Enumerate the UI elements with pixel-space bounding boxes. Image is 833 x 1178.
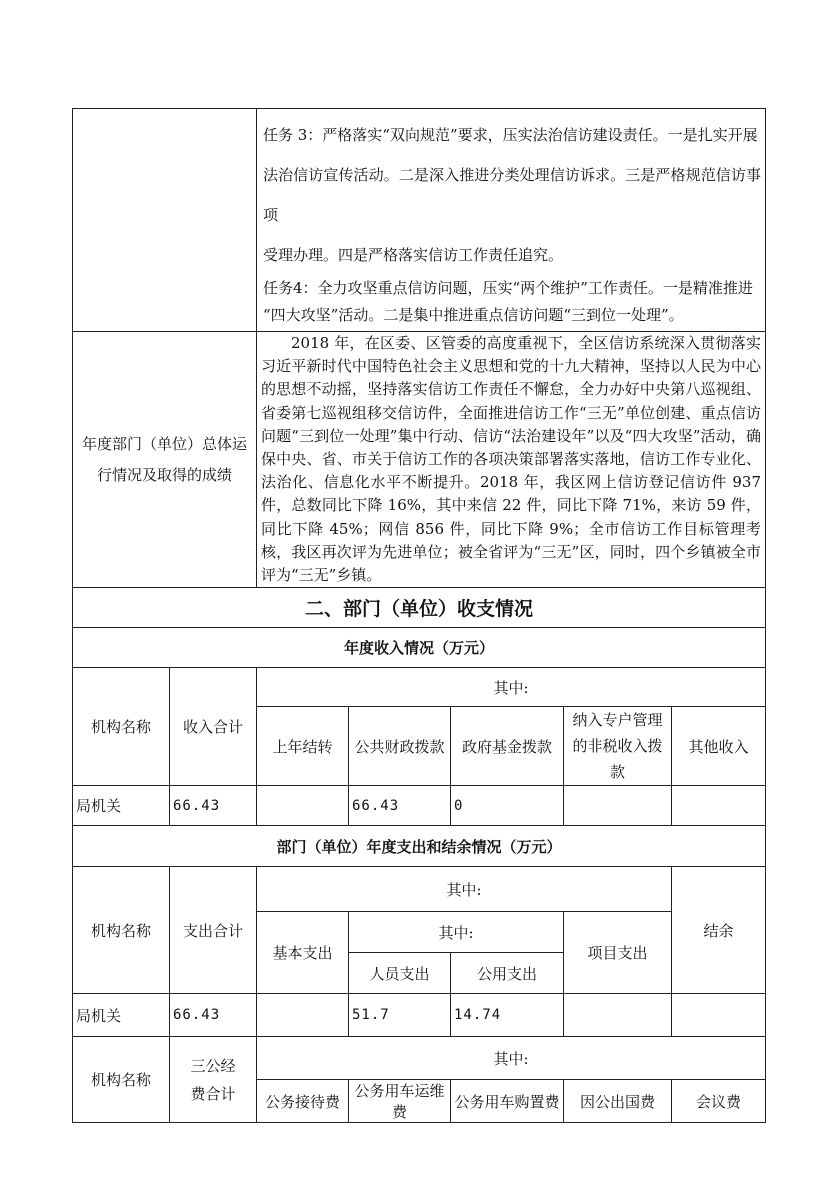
three-public-col-vehicle-ops: 公务用车运维费 — [349, 1080, 451, 1123]
expense-col-org: 机构名称 — [73, 867, 170, 994]
income-header-row-1 — [73, 668, 766, 707]
three-public-header-row-1 — [73, 1037, 766, 1080]
expense-row-total: 66.43 — [170, 994, 257, 1037]
income-row-org: 局机关 — [73, 786, 170, 826]
three-public-col-reception: 公务接待费 — [257, 1080, 349, 1123]
expense-col-among2: 其中: — [349, 912, 564, 953]
income-col-total: 收入合计 — [170, 668, 257, 786]
expense-data-row — [73, 994, 766, 1037]
income-title-row — [73, 628, 766, 668]
income-row-total: 66.43 — [170, 786, 257, 826]
income-col-gov-fund: 政府基金拨款 — [451, 707, 564, 786]
task3-line1: 任务 3：严格落实“双向规范”要求，压实法治信访建设责任。一是扎实开展 — [263, 126, 758, 144]
three-public-col-total: 三公经费合计 — [170, 1037, 257, 1123]
summary-label: 年度部门（单位）总体运行情况及取得的成绩 — [73, 332, 257, 588]
tasks-row — [73, 109, 766, 332]
three-public-col-overseas: 因公出国费 — [564, 1080, 672, 1123]
income-row-gov-fund: 0 — [451, 786, 564, 826]
expense-header-row-1 — [73, 867, 766, 912]
three-public-col-among: 其中: — [257, 1037, 766, 1080]
tasks-label-cell — [73, 109, 257, 332]
section-title: 二、部门（单位）收支情况 — [73, 588, 766, 628]
expense-col-total: 支出合计 — [170, 867, 257, 994]
tasks-cell — [257, 109, 766, 332]
expense-row-org: 局机关 — [73, 994, 170, 1037]
income-data-row — [73, 786, 766, 826]
expense-col-basic: 基本支出 — [257, 912, 349, 994]
summary-text: 2018 年，在区委、区管委的高度重视下，全区信访系统深入贯彻落实习近平新时代中国特色社会主义思想和党的十九大精神，坚持以人民为中心的思想不动摇，坚持落实信访工作责任不懈怠，全力办好中央第八巡视组、省委第七巡视组移交信访件，全面推进信访工作“三无”单位创建、重点信访问题“三到位一处理”集中行动、信访“法治建设年”以及“四大攻坚”活动，确保中央、省、市关于信访工作的各项决策部署落实落地，信访工作专业化、法治化、信息化水平不断提升。2018 年，我区网上信访登记信访件 937 件，总数同比下降 16%，其中来信 22 件，同比下降 71%，来访 59 件，同比下降 45%；网信 856 件，同比下降 9%；全市信访工作目标管理考核，我区再次评为先进单位；被全省评为“三无”区，同时，四个乡镇被全市评为“三无”乡镇。 — [257, 332, 766, 588]
expense-row-basic — [257, 994, 349, 1037]
expense-col-among: 其中: — [257, 867, 672, 912]
expense-row-personnel: 51.7 — [349, 994, 451, 1037]
income-row-other — [672, 786, 766, 826]
task3-line2: 法治信访宣传活动。二是深入推进分类处理信访诉求。三是严格规范信访事项 — [263, 166, 761, 224]
income-col-org: 机构名称 — [73, 668, 170, 786]
budget-table — [72, 108, 766, 1123]
expense-col-balance: 结余 — [672, 867, 766, 994]
expense-col-public: 公用支出 — [451, 953, 564, 994]
expense-title-row — [73, 826, 766, 867]
expense-col-project: 项目支出 — [564, 912, 672, 994]
three-public-col-vehicle-purchase: 公务用车购置费 — [451, 1080, 564, 1123]
three-public-col-org: 机构名称 — [73, 1037, 170, 1123]
expense-col-personnel: 人员支出 — [349, 953, 451, 994]
income-col-other: 其他收入 — [672, 707, 766, 786]
income-col-carryover: 上年结转 — [257, 707, 349, 786]
income-col-among: 其中: — [257, 668, 766, 707]
expense-title: 部门（单位）年度支出和结余情况（万元） — [73, 826, 766, 867]
task4-line1: 任务4：全力攻坚重点信访问题，压实“两个维护”工作责任。一是精准推进 — [263, 279, 753, 297]
income-col-public-finance: 公共财政拨款 — [349, 707, 451, 786]
task4-line2: “四大攻坚”活动。二是集中推进重点信访问题“三到位一处理”。 — [263, 306, 684, 324]
three-public-col-meeting: 会议费 — [672, 1080, 766, 1123]
income-row-nontax — [564, 786, 672, 826]
expense-row-project — [564, 994, 672, 1037]
expense-row-public: 14.74 — [451, 994, 564, 1037]
income-row-carryover — [257, 786, 349, 826]
income-title: 年度收入情况（万元） — [73, 628, 766, 668]
expense-row-balance — [672, 994, 766, 1037]
income-row-public-finance: 66.43 — [349, 786, 451, 826]
summary-row — [73, 332, 766, 588]
income-col-nontax: 纳入专户管理的非税收入拨款 — [564, 707, 672, 786]
section-title-row — [73, 588, 766, 628]
task3-line3: 受理办理。四是严格落实信访工作责任追究。 — [263, 246, 564, 264]
document-page — [72, 108, 765, 1123]
